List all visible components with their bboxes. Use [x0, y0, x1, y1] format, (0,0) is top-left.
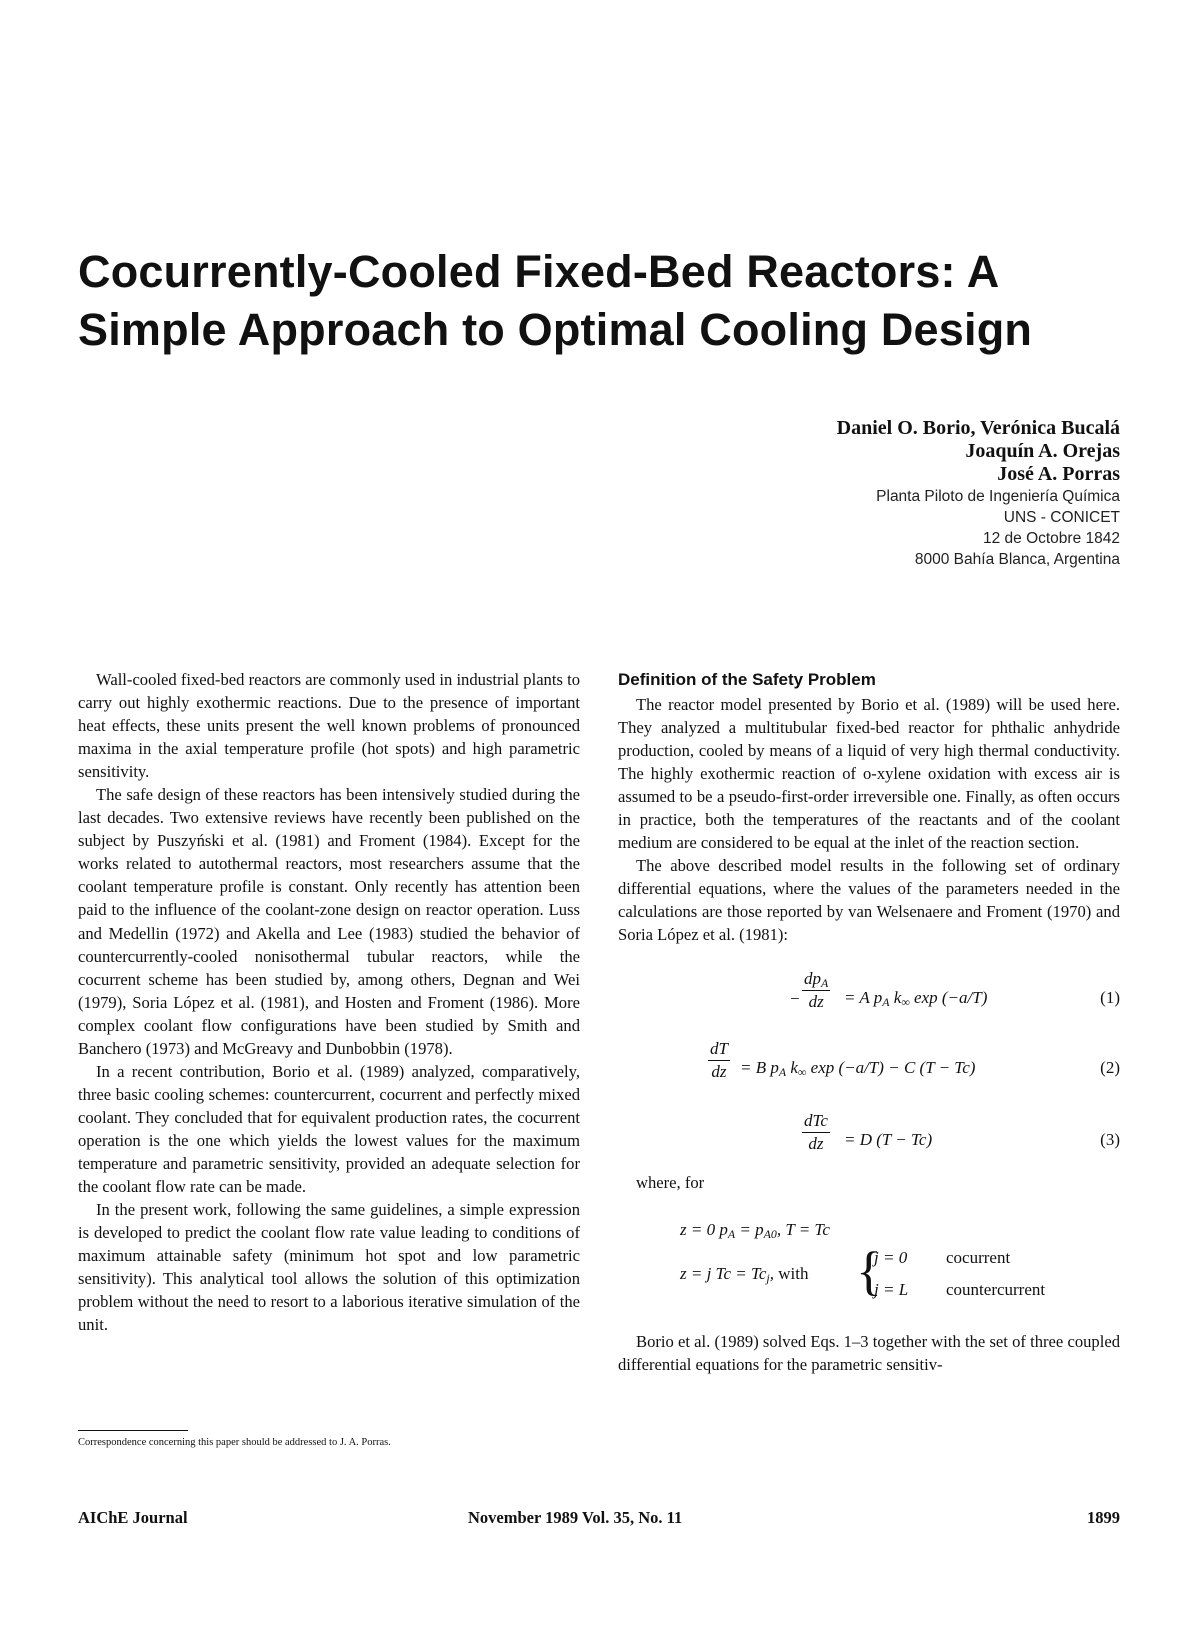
equation-2	[618, 1039, 1120, 1099]
equation-2-rhs-b: k	[786, 1057, 798, 1077]
condition-with-text: with	[778, 1263, 809, 1283]
correspondence-footnote: Correspondence concerning this paper should be addressed to J. A. Porras.	[78, 1437, 391, 1448]
footer-issue: November 1989 Vol. 35, No. 11	[468, 1508, 683, 1527]
equation-1-rhs	[844, 986, 987, 1009]
equation-1-num-text: dp	[804, 968, 821, 988]
equation-1-rhs-sub: A	[882, 994, 890, 1009]
option-2-expr: j = L	[874, 1279, 909, 1299]
curly-brace-icon: {	[856, 1240, 882, 1301]
equation-1	[618, 969, 1120, 1029]
footer-page-number: 1899	[1087, 1508, 1120, 1527]
intro-paragraph-4: In the present work, following the same guidelines, a simple expression is developed to predict the coolant flow rate value leading to conditions of maximum attainable safety (minimum hot spot and low parametric sensitivity). This analytical tool allows the solution of this optimization problem without the need to resort to a laborious iterative simulation of the unit.	[78, 1200, 580, 1335]
equation-2-fraction	[708, 1039, 730, 1082]
equation-1-rhs-c: exp (−a/T)	[909, 987, 988, 1007]
safety-paragraph-1: The reactor model presented by Borio et al. (1989) will be used here. They analyzed a multitubular fixed-bed reactor for phthalic anhydride production, cooled by means of a liquid of very high thermal conductivity. The highly exothermic reaction of o-xylene oxidation with excess air is assumed to be a pseudo-first-order irreversible one. Finally, as often occurs in practice, both the temperatures of the reactants and of the coolant medium are considered to be equal at the inlet of the reaction section.	[618, 695, 1120, 853]
condition-1-c: , T = Tc	[776, 1219, 830, 1239]
author-names-1: Daniel O. Borio, Verónica Bucalá	[836, 417, 1120, 439]
equation-1-numerator	[802, 969, 830, 991]
author-names-2: Joaquín A. Orejas	[965, 440, 1120, 462]
condition-option-2	[874, 1278, 1046, 1301]
equation-2-denominator: dz	[711, 1061, 727, 1081]
title-line-1: Cocurrently-Cooled Fixed-Bed Reactors: A	[78, 246, 1000, 297]
equation-2-number: (2)	[1100, 1057, 1120, 1077]
equation-1-rhs-sub2: ∞	[901, 994, 910, 1009]
closing-paragraph: Borio et al. (1989) solved Eqs. 1–3 together with the set of three coupled differential equations for the parametric sensitiv-	[618, 1331, 1120, 1374]
equation-3-numerator: dTc	[802, 1111, 830, 1133]
equation-3	[618, 1111, 1120, 1171]
condition-2-a: z = j Tc = Tc	[680, 1263, 767, 1283]
equation-3-denominator: dz	[808, 1133, 824, 1153]
option-1-expr: j = 0	[874, 1247, 908, 1267]
equation-1-number: (1)	[1100, 987, 1120, 1007]
author-names-3: José A. Porras	[997, 463, 1120, 485]
equation-1-minus: −	[790, 988, 800, 1008]
safety-paragraph-2: The above described model results in the following set of ordinary differential equations, where the values of the parameters needed in the calculations are those reported by van Welsenaere and Froment (1970) and Soria López et al. (1981):	[618, 856, 1120, 945]
author-block	[837, 417, 1120, 570]
condition-2-b: ,	[769, 1263, 779, 1283]
option-1-label: cocurrent	[946, 1247, 1011, 1267]
right-column	[618, 668, 1120, 1376]
affiliation-line-1: Planta Piloto de Ingeniería Química	[876, 488, 1120, 505]
condition-1-sub2: A0	[763, 1226, 777, 1241]
affiliation-line-4: 8000 Bahía Blanca, Argentina	[914, 551, 1120, 568]
title-line-2: Simple Approach to Optimal Cooling Design	[78, 304, 1033, 355]
equation-2-rhs-c: exp (−a/T) − C (T − Tc)	[806, 1057, 976, 1077]
affiliation-line-3: 12 de Octobre 1842	[982, 530, 1120, 547]
intro-paragraph-3: In a recent contribution, Borio et al. (1989) analyzed, comparatively, three basic cooling schemes: countercurrent, cocurrent and perfectly mixed coolant. They concluded that for equivalent production rates, the cocurrent operation is the one which yields the lowest values for the maximum temperature and parametric sensitivity, provided an adequate selection for the coolant flow rate can be made.	[78, 1061, 580, 1197]
footer-journal: AIChE Journal	[78, 1508, 188, 1527]
option-2-label: countercurrent	[946, 1279, 1046, 1299]
intro-paragraph-1: Wall-cooled fixed-bed reactors are commonly used in industrial plants to carry out highly exothermic reactions. Due to the presence of important heat effects, these units present the well known problems of pronounced maxima in the axial temperature profile (hot spots) and high parametric sensitivity.	[78, 670, 580, 782]
equation-2-rhs-a: = B p	[740, 1057, 779, 1077]
article-title	[78, 243, 1138, 359]
affiliation-line-2: UNS - CONICET	[1003, 509, 1120, 526]
condition-1-b: = p	[735, 1219, 764, 1239]
boundary-conditions	[618, 1208, 1120, 1308]
intro-paragraph-2: The safe design of these reactors has been intensively studied during the last decades. Two extensive reviews have recently been published on the subject by Puszyński et al. (1981) and Froment (1984). Except for the works related to autothermal reactors, most researchers assume that the coolant temperature profile is constant. Only recently has attention been paid to the influence of the coolant-zone design on reactor operation. Luss and Medellin (1972) and Akella and Lee (1983) studied the behavior of countercurrently-cooled nonisothermal tubular reactors, while the cocurrent scheme has been studied by, among others, Degnan and Wei (1979), Soria López et al. (1981), and Hosten and Froment (1986). More complex coolant flow configurations have been studied by Smith and Banchero (1973) and McGreavy and Dunbobbin (1978).	[78, 785, 580, 1058]
section-heading: Definition of the Safety Problem	[618, 670, 876, 689]
condition-1-a: z = 0 p	[680, 1219, 728, 1239]
equation-1-fraction	[802, 969, 830, 1012]
equation-3-number: (3)	[1100, 1129, 1120, 1149]
condition-2-sub: j	[766, 1270, 770, 1285]
equation-1-denominator: dz	[808, 991, 824, 1011]
equation-1-num-sub: A	[821, 975, 829, 990]
condition-option-1	[874, 1246, 1011, 1269]
equation-3-fraction	[802, 1111, 830, 1154]
equation-2-rhs-sub2: ∞	[797, 1064, 807, 1079]
condition-line-1	[680, 1218, 830, 1241]
equation-2-rhs	[740, 1056, 975, 1079]
equation-3-rhs: = D (T − Tc)	[844, 1129, 933, 1149]
condition-1-sub: A	[727, 1226, 736, 1241]
equation-1-rhs-a: = A p	[844, 987, 883, 1007]
left-column	[78, 668, 580, 1336]
where-text: where, for	[636, 1172, 705, 1192]
footnote-divider	[78, 1430, 188, 1431]
equation-2-rhs-sub: A	[778, 1064, 787, 1079]
equation-1-rhs-b: k	[889, 987, 902, 1007]
condition-line-2	[680, 1262, 808, 1285]
equation-2-numerator: dT	[708, 1039, 730, 1061]
